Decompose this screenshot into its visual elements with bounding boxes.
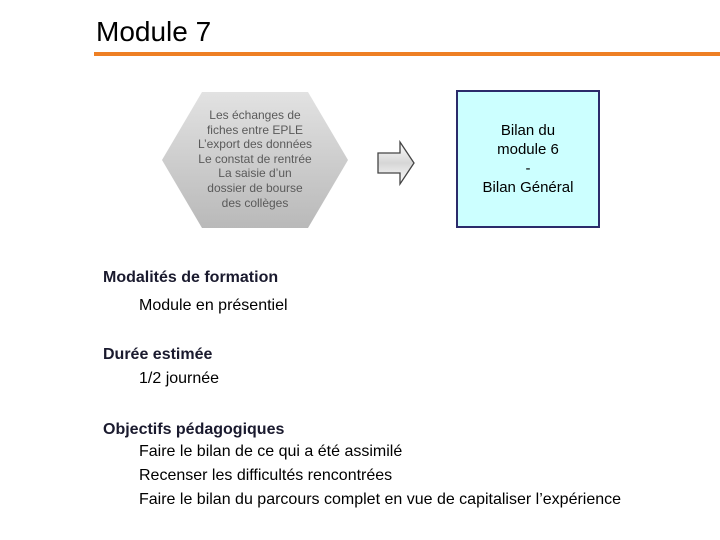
section-line: 1/2 journée — [139, 370, 220, 387]
hexagon-line: La saisie d’un — [218, 166, 292, 181]
bilan-line: - — [525, 160, 531, 177]
hexagon-text — [182, 108, 328, 210]
bilan-line: module 6 — [497, 141, 559, 158]
section-duree — [103, 345, 219, 391]
bilan-line: Bilan Général — [482, 179, 574, 196]
bilan-box — [456, 90, 600, 228]
right-arrow-icon — [376, 140, 416, 186]
bilan-line: Bilan du — [500, 122, 556, 139]
section-modalites — [103, 268, 288, 318]
bilan-text — [483, 121, 574, 197]
hexagon-line: Les échanges de — [209, 108, 301, 122]
hexagon-line: Le constat de rentrée — [198, 151, 312, 166]
hexagon-line: fiches entre EPLE — [206, 122, 304, 137]
section-line: Recenser les difficultés rencontrées — [139, 467, 393, 484]
hexagon-line: des collèges — [221, 195, 289, 210]
section-heading: Modalités de formation — [103, 269, 279, 286]
title-underline — [94, 52, 720, 56]
section-objectifs — [103, 420, 621, 512]
section-line: Module en présentiel — [139, 297, 288, 314]
hexagon-line: L’export des données — [197, 137, 313, 152]
slide-title: Module 7 — [96, 16, 212, 47]
section-heading: Durée estimée — [103, 346, 213, 363]
section-heading: Objectifs pédagogiques — [103, 421, 285, 438]
hexagon-line: dossier de bourse — [207, 180, 303, 195]
section-line: Faire le bilan du parcours complet en vue de capitaliser l’expérience — [139, 491, 622, 508]
section-line: Faire le bilan de ce qui a été assimilé — [139, 443, 403, 460]
